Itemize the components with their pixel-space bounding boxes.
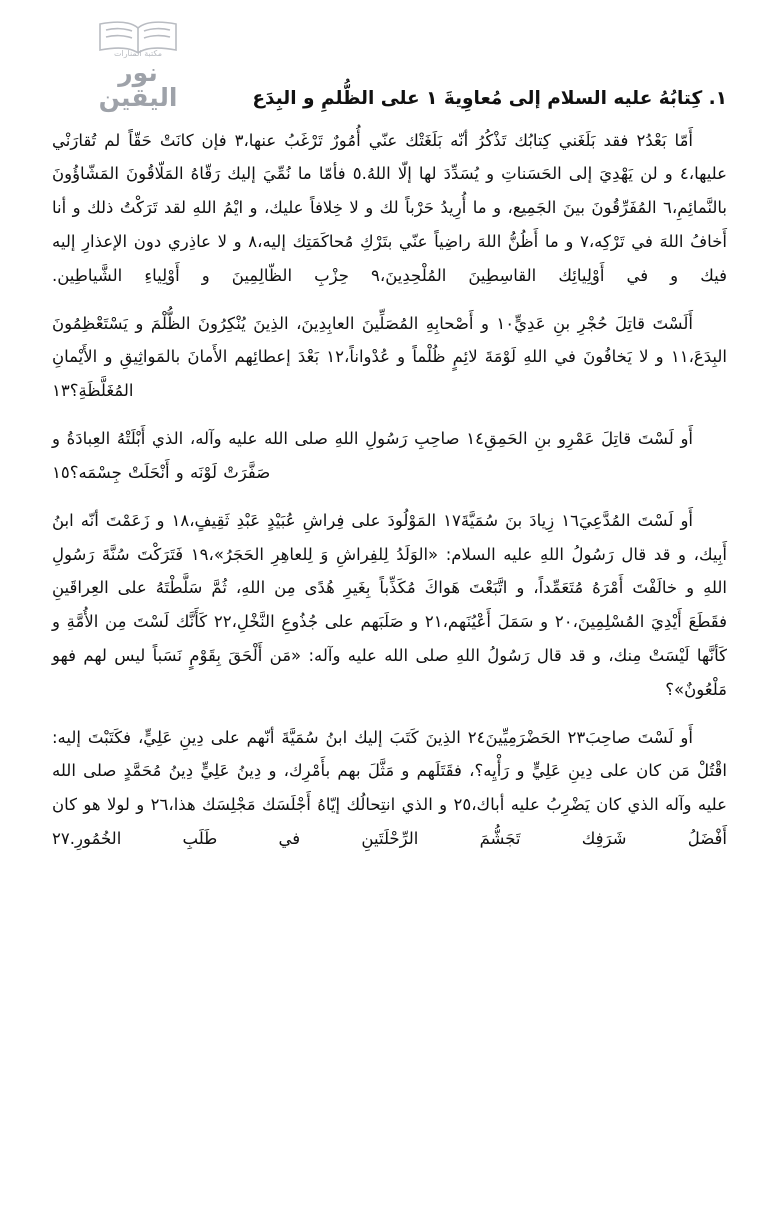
paragraph-4: أَو لَسْتَ المُدَّعِيَ١٦ زِيادَ بنَ سُمَيَّةَ١٧ المَوْلُودَ على فِراشِ عُبَيْدٍ عَبْدِ ثَقِيفٍ،١٨ و زَعَمْتَ أنّه ابنُ أَبِيك، و قد قال رَسُولُ اللهِ عليه السلام: «الوَلَدُ لِلفِراشِ وَ لِلعاهِرِ الحَجَرُ»،١٩ فَتَرَكْتَ سُنَّةَ رَسُولِ اللهِ و خالَفْتَ أَمْرَهُ مُتَعَمِّداً، و اتَّبَعْتَ هَواكَ مُكَذِّباً بِغَيرِ هُدًى مِن اللهِ، ثُمَّ سَلَّطْتَهُ على العِراقَينِ فقَطَعَ أَيْدِيَ المُسْلِمِينَ،٢٠ و سَمَلَ أَعْيُنَهم،٢١ و صَلَبَهم على جُذُوعِ النَّخْلِ،٢٢ كَأَنَّك لَسْتَ مِن الأُمَّةِ و كَأنَّها لَيْسَتْ مِنك، و قد قال رَسُولُ اللهِ صلى الله عليه وآله: «مَن أَلْحَقَ بِقَوْمٍ نَسَباً ليس لهم فهو مَلْعُونٌ»؟ [52, 510, 728, 699]
paragraph-5: أَو لَسْتَ صاحِبَ٢٣ الحَضْرَمِيِّينَ٢٤ الذِينَ كَتَبَ إليك ابنُ سُمَيَّةَ أنّهم على دِينِ عَلِيٍّ، فكَتَبْتَ إليه: اقْتُلْ مَن كان على دِينِ عَلِيٍّ و رَأْيِه؟، فقَتَلَهم و مَثَّلَ بهم بأَمْرِك، و دِينُ عَلِيٍّ دِينُ مُحَمَّدٍ صلى الله عليه وآله الذي كان يَضْرِبُ عليه أباك،٢٥ و الذي انتِحالُك إيّاهُ أَجْلَسَك مَجْلِسَك هذا،٢٦ و لولا هو كان أَفْضَلُ شَرَفِك تَجَشُّمَ الرِّحْلَتَينِ في طَلَبِ الخُمُورِ.٢٧ [52, 727, 727, 849]
publisher-logo [78, 18, 198, 112]
paragraph-1: أَمّا بَعْدُ٢ فقد بَلَغَني كِتابُك تَذْكُرُ أنّه بَلَغَتْك عنّي أُمُورٌ تَرْغَبُ عنها،٣ فإن كانَتْ حَقّاً لم تُقارَنْي عليها،٤ و لن يَهْدِيَ إلى الحَسَناتِ و يُسَدِّدَ لها إلّا اللهُ.٥ فأمّا ما نُمِّيَ إليك رَقّاهُ المَلّاقُونَ المَشّاؤُونَ بالنَّمائِمِ،٦ المُفَرِّقُونَ بينَ الجَمِيع، و ما أُرِيدُ حَرْباً لك و لا خِلافاً عليك، و ايْمُ اللهِ لقد تَرَكْتُ ذلك و أنا أَخافُ اللهَ في تَرْكِه،٧ و ما أَظُنُّ اللهَ راضِياً عنّي بتَرْكِ مُحاكَمَتِك إليه،٨ و لا عاذِري دون الإعذارِ إليه فيك و في أَوْلِيائِك القاسِطِينَ المُلْحِدِينَ،٩ حِزْبِ الظّالِمِينَ و أَوْلِياءِ الشَّياطِين. [52, 130, 727, 285]
logo-subtitle: مكتبة المنارات [113, 49, 163, 58]
open-book-icon [86, 18, 190, 54]
paragraph-3: أَو لَسْتَ قاتِلَ عَمْرِو بنِ الحَمِقِ١٤ صاحِبِ رَسُولِ اللهِ صلى الله عليه وآله، الذي أَبْلَتْهُ العِبادَةُ و صَفَّرَتْ لَوْنَه و أَنْحَلَتْ جِسْمَه؟١٥ [52, 429, 694, 482]
section-heading: ١. كِتابُهُ عليه السلام إلى مُعاوِيةَ ١ على الظُّلمِ و البِدَع [252, 88, 727, 109]
paragraph-2: أَلَسْتَ قاتِلَ حُجْرِ بنِ عَدِيٍّ١٠ و أَصْحابِهِ المُصَلِّينَ العابِدِينَ، الذِينَ يُنْكِرُونَ الظُّلْمَ و يَسْتَعْظِمُونَ البِدَعَ،١١ و لا يَخافُونَ في اللهِ لَوْمَةَ لائِمٍ ظُلْماً و عُدْواناً،١٢ بَعْدَ إعطائِهم الأَمانَ بالمَواثِيقِ و الأَيْمانِ المُغَلَّظَةِ؟١٣ [52, 313, 727, 401]
logo-wordmark: نور اليقين [98, 58, 178, 112]
